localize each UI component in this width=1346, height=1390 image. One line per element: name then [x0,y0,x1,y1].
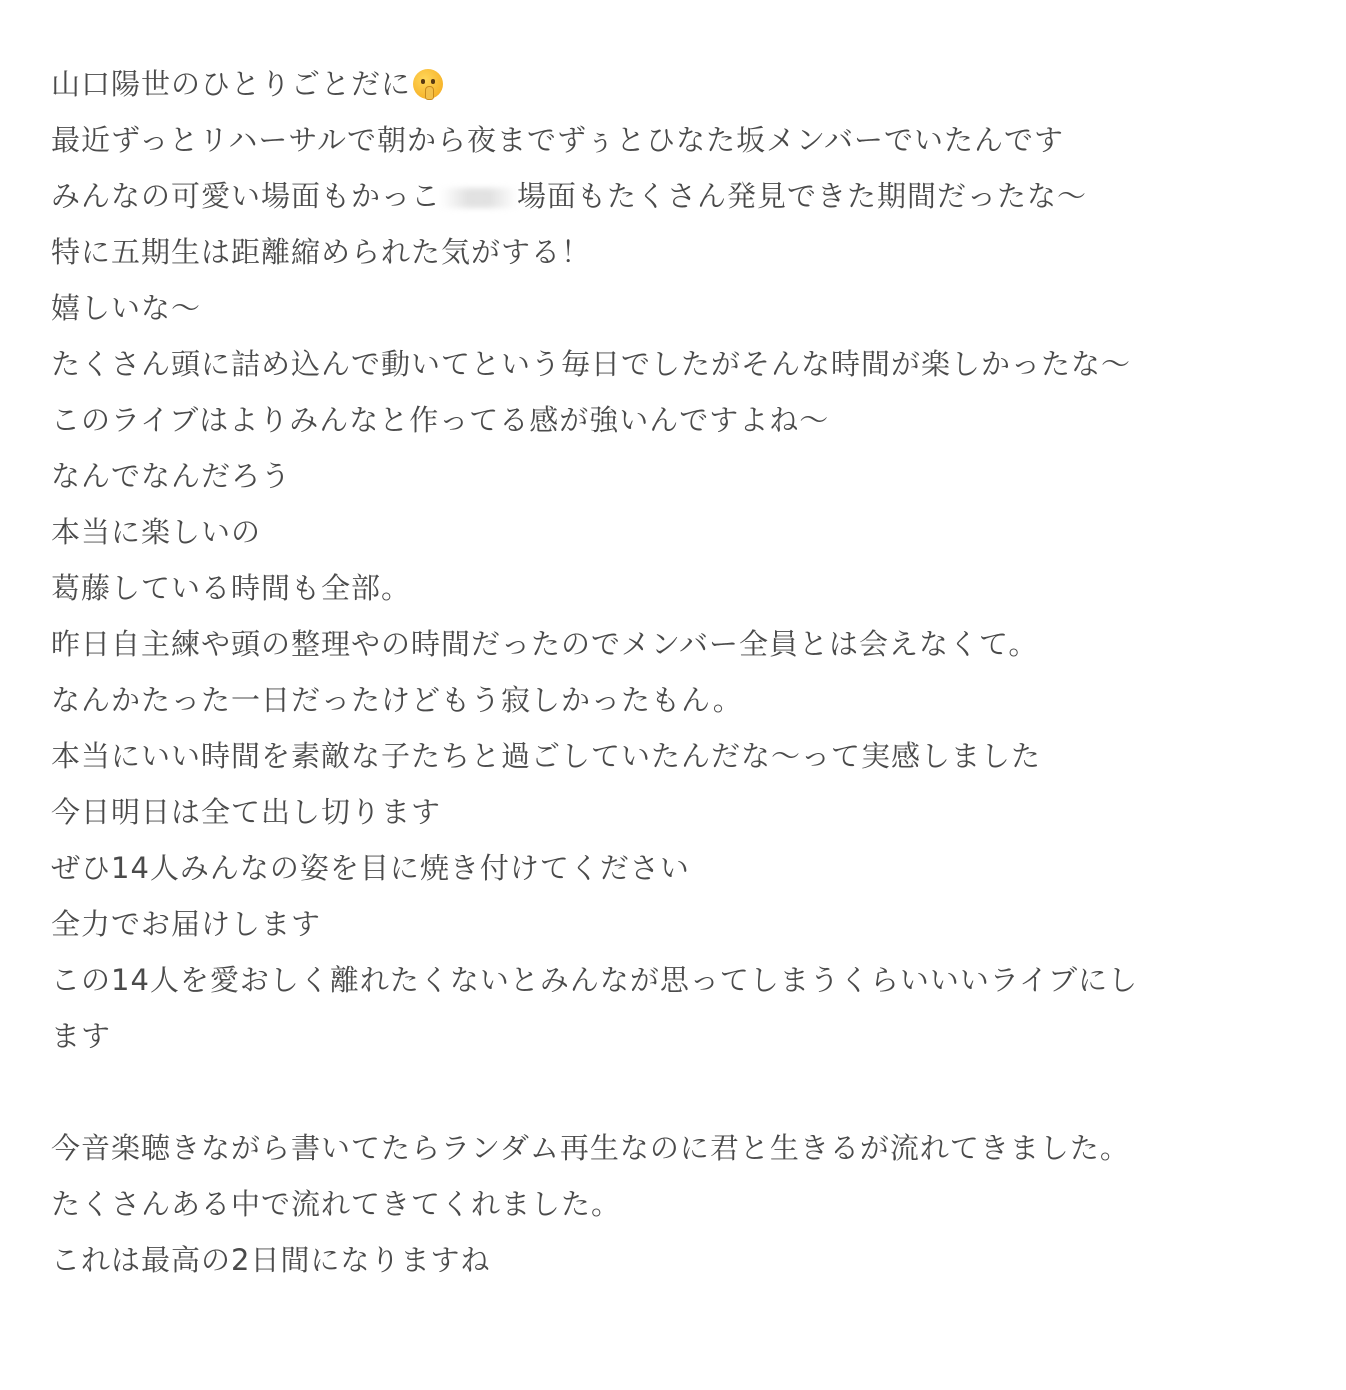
shushing-face-icon [413,69,443,99]
post-line: ぜひ14人みんなの姿を目に焼き付けてください [51,851,690,885]
post-line: 今音楽聴きながら書いてたらランダム再生なのに君と生きるが流れてきました。 [51,1131,1130,1165]
post-line: たくさんある中で流れてきてくれました。 [51,1187,622,1221]
post-line: 葛藤している時間も全部。 [51,571,412,605]
post-line: 本当にいい時間を素敵な子たちと過ごしていたんだな〜って実感しました [51,739,1042,773]
post-line: これは最高の2日間になりますね [51,1243,491,1277]
post-line: 山口陽世のひとりごとだに [51,56,1291,112]
post-line: たくさん頭に詰め込んで動いてという毎日でしたがそんな時間が楽しかったな〜 [51,347,1132,381]
blank-line [51,1064,1291,1120]
post-line: みんなの可愛い場面もかっこ 場面もたくさん発見できた期間だったな〜 [51,179,1088,213]
post-line: 最近ずっとリハーサルで朝から夜までずぅとひなた坂メンバーでいたんです [51,123,1065,157]
post-line: この14人を愛おしく離れたくないとみんなが思ってしまうくらいいいライブにし [51,963,1139,997]
blurred-text [441,188,517,208]
blog-post-body [51,56,1291,1288]
post-line: 今日明日は全て出し切ります [51,795,442,829]
post-line: ます [51,1019,112,1053]
post-line: 特に五期生は距離縮められた気がする！ [51,235,592,269]
post-line: なんかたった一日だったけどもう寂しかったもん。 [51,683,743,717]
post-line: 昨日自主練や頭の整理やの時間だったのでメンバー全員とは会えなくて。 [51,627,1039,661]
post-line: 嬉しいな〜 [51,291,202,325]
post-line: なんでなんだろう [51,459,292,493]
post-line: 全力でお届けします [51,907,322,941]
post-line: このライブはよりみんなと作ってる感が強いんですよね〜 [51,403,830,437]
post-line: 本当に楽しいの [51,515,262,549]
